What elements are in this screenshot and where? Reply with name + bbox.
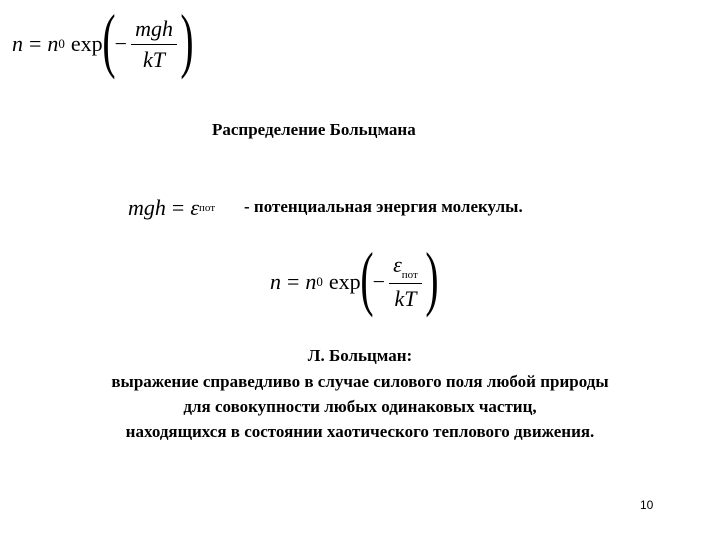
author-line: Л. Больцман: — [307, 346, 413, 365]
fraction-denominator: kT — [143, 46, 166, 72]
statement-line-2: для совокупности любых одинаковых частиц, — [183, 397, 537, 416]
formula-n0-sub: 0 — [58, 36, 65, 51]
fraction-numerator: mgh — [131, 16, 177, 45]
fraction — [389, 252, 422, 312]
formula-n0: n — [305, 269, 317, 294]
statement-line-3: находящихся в состоянии хаотического теплового движения. — [125, 422, 595, 441]
epsilon-symbol: ε — [190, 195, 199, 220]
left-paren: ( — [360, 238, 374, 318]
formula-exp: exp — [70, 31, 103, 56]
fraction-numerator — [389, 252, 422, 284]
boltzmann-formula-height — [12, 0, 194, 80]
formula-minus: − — [114, 31, 128, 56]
potential-equals: = — [171, 195, 185, 220]
formula-n0: n — [47, 31, 59, 56]
formula-n0-sub: 0 — [316, 274, 323, 289]
right-paren: ) — [180, 0, 194, 80]
fraction — [131, 16, 177, 73]
formula-exp: exp — [328, 269, 361, 294]
epsilon-subscript: пот — [401, 269, 418, 281]
formula-equals: = — [29, 31, 42, 56]
formula-lhs: n — [270, 269, 281, 294]
potential-energy-formula — [128, 194, 215, 222]
fraction-denominator: kT — [394, 286, 417, 311]
left-paren: ( — [102, 0, 116, 80]
formula-equals: = — [287, 269, 300, 294]
formula-lhs: n — [12, 31, 23, 56]
statement-line-1: выражение справедливо в случае силового поля любой природы — [111, 372, 609, 391]
right-paren: ) — [425, 238, 439, 318]
page-number: 10 — [640, 498, 654, 512]
epsilon-subscript: пот — [198, 202, 216, 214]
page-title: Распределение Больцмана — [212, 120, 416, 139]
formula-minus: − — [372, 269, 386, 294]
epsilon-symbol: ε — [393, 252, 402, 277]
boltzmann-formula-energy — [270, 238, 439, 318]
potential-lhs: mgh — [128, 195, 166, 220]
potential-description: - потенциальная энергия молекулы. — [244, 197, 523, 216]
